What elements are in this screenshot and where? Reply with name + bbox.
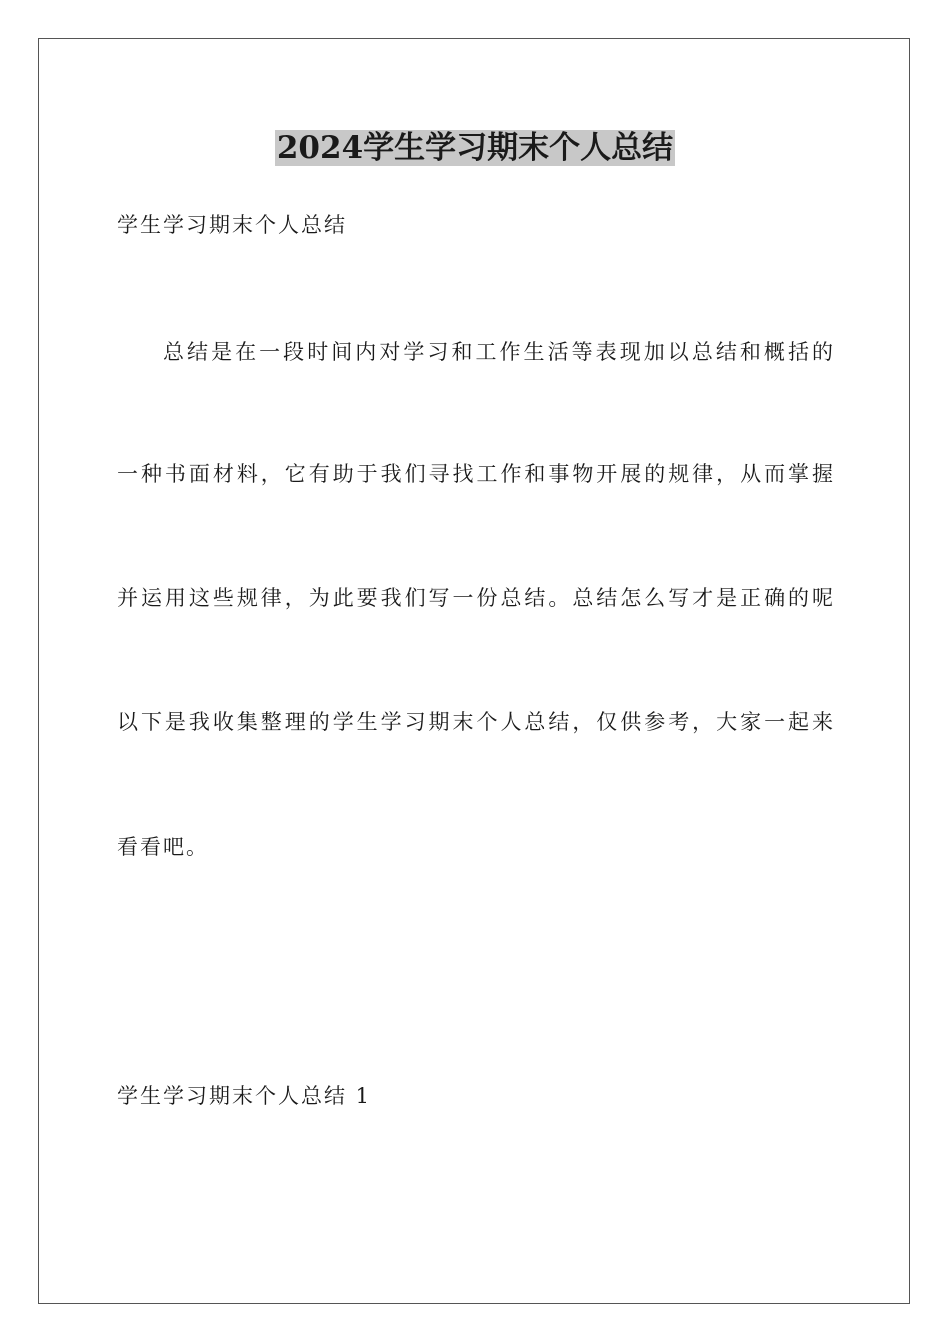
intro-paragraph-line-3: 并运用这些规律，为此要我们写一份总结。总结怎么写才是正确的呢	[117, 586, 833, 610]
document-subtitle: 学生学习期末个人总结	[117, 213, 347, 237]
section-heading: 学生学习期末个人总结 1	[117, 1084, 372, 1108]
intro-paragraph-line-1: 总结是在一段时间内对学习和工作生活等表现加以总结和概括的	[163, 340, 833, 364]
intro-paragraph-line-5: 看看吧。	[117, 835, 209, 859]
intro-paragraph-line-4: 以下是我收集整理的学生学习期末个人总结，仅供参考，大家一起来	[117, 710, 833, 734]
document-title	[0, 126, 950, 170]
document-title-text: 2024学生学习期末个人总结	[276, 130, 674, 166]
intro-paragraph-line-2: 一种书面材料，它有助于我们寻找工作和事物开展的规律，从而掌握	[117, 462, 833, 486]
